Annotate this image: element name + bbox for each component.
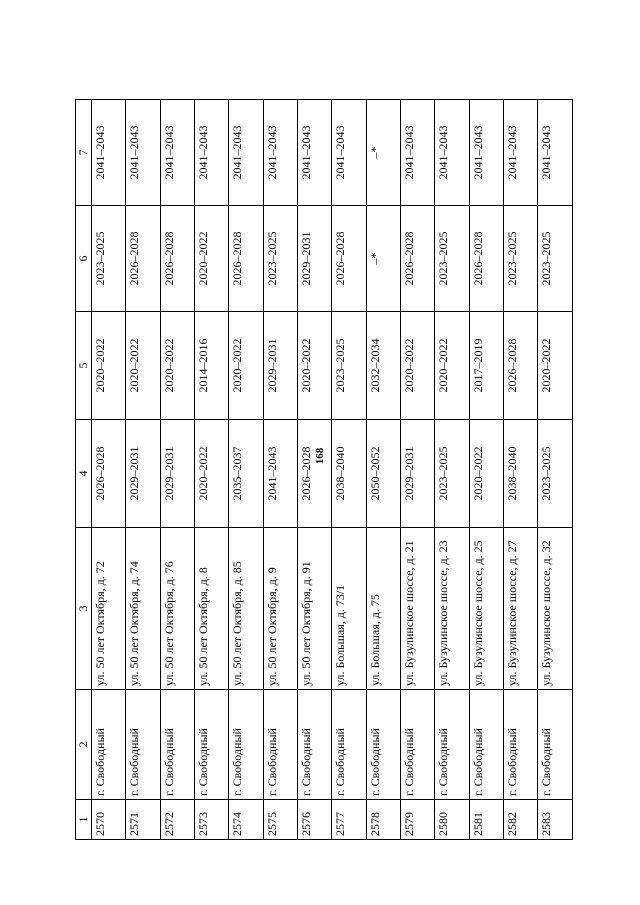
city-cell: г. Свободный bbox=[126, 690, 160, 800]
row-number-cell: 2583 bbox=[538, 800, 573, 840]
row-number-cell: 2577 bbox=[332, 800, 366, 840]
period-cell-7: –* bbox=[366, 100, 400, 206]
period-cell-6: 2023–2025 bbox=[435, 206, 469, 312]
column-header: 2 bbox=[76, 690, 92, 800]
address-cell: ул. Большая, д. 73/1 bbox=[332, 528, 366, 690]
address-cell: ул. Большая, д. 75 bbox=[366, 528, 400, 690]
period-cell-6: 2026–2028 bbox=[332, 206, 366, 312]
period-cell-4: 2038–2040 bbox=[504, 420, 538, 528]
period-cell-4: 2026–2028 bbox=[92, 420, 126, 528]
period-cell-4: 2023–2025 bbox=[435, 420, 469, 528]
period-cell-4: 2029–2031 bbox=[401, 420, 435, 528]
table-container bbox=[75, 100, 573, 840]
address-cell: ул. 50 лет Октября, д. 9 bbox=[263, 528, 297, 690]
period-cell-6: 2026–2028 bbox=[469, 206, 503, 312]
row-number-cell: 2572 bbox=[160, 800, 194, 840]
period-cell-5: 2017–2019 bbox=[469, 312, 503, 420]
period-cell-7: 2041–2043 bbox=[160, 100, 194, 206]
city-cell: г. Свободный bbox=[401, 690, 435, 800]
period-cell-5: 2020–2022 bbox=[160, 312, 194, 420]
city-cell: г. Свободный bbox=[195, 690, 229, 800]
period-cell-4: 2035–2037 bbox=[229, 420, 263, 528]
table-row bbox=[538, 100, 573, 840]
period-cell-7: 2041–2043 bbox=[92, 100, 126, 206]
row-number-cell: 2581 bbox=[469, 800, 503, 840]
period-cell-7: 2041–2043 bbox=[229, 100, 263, 206]
period-cell-5: 2020–2022 bbox=[126, 312, 160, 420]
period-cell-7: 2041–2043 bbox=[126, 100, 160, 206]
period-cell-5: 2023–2025 bbox=[332, 312, 366, 420]
period-cell-4: 2026–2028 bbox=[298, 420, 332, 528]
table-row bbox=[160, 100, 194, 840]
column-header: 7 bbox=[76, 100, 92, 206]
period-cell-7: 2041–2043 bbox=[332, 100, 366, 206]
row-number-cell: 2571 bbox=[126, 800, 160, 840]
table-row bbox=[469, 100, 503, 840]
column-header: 5 bbox=[76, 312, 92, 420]
city-cell: г. Свободный bbox=[298, 690, 332, 800]
column-header: 1 bbox=[76, 800, 92, 840]
address-cell: ул. Бузулинское шоссе, д. 32 bbox=[538, 528, 573, 690]
header-row bbox=[76, 100, 92, 840]
row-number-cell: 2580 bbox=[435, 800, 469, 840]
address-cell: ул. Бузулинское шоссе, д. 25 bbox=[469, 528, 503, 690]
row-number-cell: 2574 bbox=[229, 800, 263, 840]
period-cell-5: 2020–2022 bbox=[401, 312, 435, 420]
city-cell: г. Свободный bbox=[92, 690, 126, 800]
schedule-table bbox=[75, 99, 573, 840]
address-cell: ул. 50 лет Октября, д. 91 bbox=[298, 528, 332, 690]
period-cell-4: 2020–2022 bbox=[195, 420, 229, 528]
column-header: 4 bbox=[76, 420, 92, 528]
row-number-cell: 2579 bbox=[401, 800, 435, 840]
period-cell-6: 2023–2025 bbox=[538, 206, 573, 312]
period-cell-4: 2023–2025 bbox=[538, 420, 573, 528]
period-cell-6: 2020–2022 bbox=[195, 206, 229, 312]
period-cell-4: 2020–2022 bbox=[469, 420, 503, 528]
period-cell-6: 2029–2031 bbox=[298, 206, 332, 312]
period-cell-4: 2041–2043 bbox=[263, 420, 297, 528]
table-row bbox=[504, 100, 538, 840]
table-row bbox=[92, 100, 126, 840]
table-row bbox=[401, 100, 435, 840]
period-cell-5: 2032–2034 bbox=[366, 312, 400, 420]
period-cell-6: 2026–2028 bbox=[401, 206, 435, 312]
period-cell-7: 2041–2043 bbox=[263, 100, 297, 206]
period-cell-5: 2020–2022 bbox=[229, 312, 263, 420]
column-header: 3 bbox=[76, 528, 92, 690]
period-cell-5: 2020–2022 bbox=[538, 312, 573, 420]
city-cell: г. Свободный bbox=[366, 690, 400, 800]
period-cell-4: 2029–2031 bbox=[126, 420, 160, 528]
table-row bbox=[298, 100, 332, 840]
table-row bbox=[366, 100, 400, 840]
table-row bbox=[263, 100, 297, 840]
period-cell-5: 2020–2022 bbox=[435, 312, 469, 420]
address-cell: ул. 50 лет Октября, д. 8 bbox=[195, 528, 229, 690]
city-cell: г. Свободный bbox=[229, 690, 263, 800]
city-cell: г. Свободный bbox=[504, 690, 538, 800]
period-cell-6: 2023–2025 bbox=[504, 206, 538, 312]
address-cell: ул. Бузулинское шоссе, д. 21 bbox=[401, 528, 435, 690]
row-number-cell: 2578 bbox=[366, 800, 400, 840]
page-number: 168 bbox=[314, 447, 326, 465]
row-number-cell: 2575 bbox=[263, 800, 297, 840]
period-cell-7: 2041–2043 bbox=[504, 100, 538, 206]
city-cell: г. Свободный bbox=[160, 690, 194, 800]
row-number-cell: 2573 bbox=[195, 800, 229, 840]
address-cell: ул. 50 лет Октября, д. 72 bbox=[92, 528, 126, 690]
table-row bbox=[332, 100, 366, 840]
city-cell: г. Свободный bbox=[469, 690, 503, 800]
period-cell-6: 2023–2025 bbox=[92, 206, 126, 312]
period-cell-7: 2041–2043 bbox=[435, 100, 469, 206]
address-cell: ул. 50 лет Октября, д. 85 bbox=[229, 528, 263, 690]
period-cell-5: 2026–2028 bbox=[504, 312, 538, 420]
city-cell: г. Свободный bbox=[332, 690, 366, 800]
period-cell-4: 2029–2031 bbox=[160, 420, 194, 528]
period-cell-5: 2020–2022 bbox=[298, 312, 332, 420]
period-cell-6: –* bbox=[366, 206, 400, 312]
period-cell-5: 2014–2016 bbox=[195, 312, 229, 420]
table-row bbox=[229, 100, 263, 840]
period-cell-7: 2041–2043 bbox=[469, 100, 503, 206]
table-row bbox=[435, 100, 469, 840]
period-cell-4: 2050–2052 bbox=[366, 420, 400, 528]
period-cell-6: 2026–2028 bbox=[126, 206, 160, 312]
period-cell-6: 2023–2025 bbox=[263, 206, 297, 312]
period-cell-7: 2041–2043 bbox=[401, 100, 435, 206]
row-number-cell: 2576 bbox=[298, 800, 332, 840]
row-number-cell: 2570 bbox=[92, 800, 126, 840]
period-cell-5: 2020–2022 bbox=[92, 312, 126, 420]
column-header: 6 bbox=[76, 206, 92, 312]
table-row bbox=[126, 100, 160, 840]
address-cell: ул. Бузулинское шоссе, д. 27 bbox=[504, 528, 538, 690]
period-cell-7: 2041–2043 bbox=[298, 100, 332, 206]
period-cell-6: 2026–2028 bbox=[229, 206, 263, 312]
period-cell-7: 2041–2043 bbox=[195, 100, 229, 206]
period-cell-4: 2038–2040 bbox=[332, 420, 366, 528]
table-row bbox=[195, 100, 229, 840]
city-cell: г. Свободный bbox=[435, 690, 469, 800]
city-cell: г. Свободный bbox=[538, 690, 573, 800]
period-cell-6: 2026–2028 bbox=[160, 206, 194, 312]
period-cell-7: 2041–2043 bbox=[538, 100, 573, 206]
period-cell-5: 2029–2031 bbox=[263, 312, 297, 420]
address-cell: ул. 50 лет Октября, д. 76 bbox=[160, 528, 194, 690]
city-cell: г. Свободный bbox=[263, 690, 297, 800]
row-number-cell: 2582 bbox=[504, 800, 538, 840]
address-cell: ул. Бузулинское шоссе, д. 23 bbox=[435, 528, 469, 690]
address-cell: ул. 50 лет Октября, д. 74 bbox=[126, 528, 160, 690]
